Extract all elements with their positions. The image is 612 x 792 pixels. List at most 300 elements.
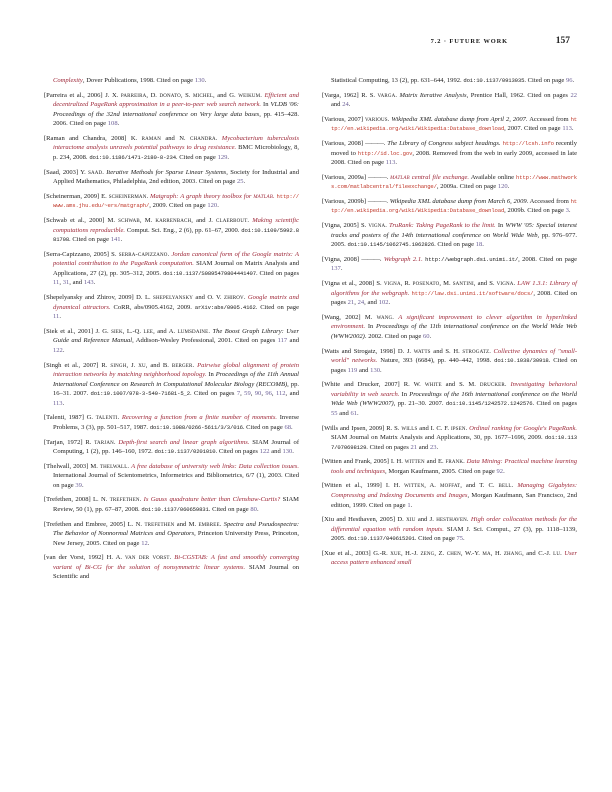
entry-text: .	[572, 77, 575, 84]
entry-text: , and B.	[145, 361, 172, 369]
page-reference[interactable]: 108	[107, 120, 118, 128]
entry-text: .	[379, 255, 384, 263]
entry-text: [Witten and Frank, 2005]	[322, 458, 391, 466]
author-name: moffat	[439, 482, 461, 490]
entry-text: . Cited on pages	[215, 448, 260, 456]
author-name: lumsdaine	[177, 327, 209, 335]
entry-text: , M.	[439, 280, 453, 288]
entry-text: , Z.	[434, 549, 447, 557]
entry-text: Statistical Computing, 13 (2), pp. 631–644, 1992.	[331, 77, 464, 84]
entry-text: Y.	[80, 168, 89, 176]
page-reference[interactable]: 120	[497, 183, 508, 191]
doi-identifier[interactable]: doi:10.1038/30918	[494, 357, 549, 365]
entry-text: , Dover Publications, 1998. Cited on page	[82, 77, 195, 84]
entry-text: , pp. 16–31. 2007.	[53, 380, 299, 398]
entry-text: R. S.	[386, 424, 402, 432]
running-head	[42, 36, 570, 50]
entry-text: SIAM Journal on Matrix Analysis and Applications, 30, pp. 1677–1696, 2009.	[331, 434, 545, 442]
page-reference[interactable]: 3	[565, 207, 569, 215]
entry-text: Available online	[469, 173, 517, 181]
entry-text: [Various, 2009b]	[322, 197, 368, 205]
entry-text: .	[511, 482, 518, 490]
author-name: drucker	[479, 381, 505, 389]
entry-text: Inverse Problems, 3 (3), pp. 501–517, 1987.	[53, 414, 300, 431]
entry-title: Matgraph: A graph theory toolbox for	[150, 192, 254, 200]
author-name: ma	[482, 549, 491, 557]
bibliography-entry	[322, 173, 577, 192]
page-reference[interactable]: 31	[62, 279, 70, 287]
page-reference[interactable]: 24	[357, 299, 365, 307]
bibliography-entry	[44, 293, 299, 322]
entry-text: , 2008. Cited on page	[518, 255, 578, 263]
entry-text: In	[399, 390, 410, 398]
author-name: ipsen	[450, 424, 466, 432]
entry-text: S.	[111, 250, 119, 258]
page-reference[interactable]: 25	[237, 178, 244, 186]
author-name: siek	[111, 327, 123, 335]
entry-text: .	[117, 414, 122, 422]
entry-text: .	[102, 168, 107, 176]
doi-identifier[interactable]: doi:10.1137/070698129	[331, 434, 577, 451]
entry-text: , Addison-Wesley Professional, 2001. Cited on pages	[132, 337, 278, 345]
page-reference[interactable]: 122	[259, 448, 270, 456]
entry-text: ,	[250, 390, 255, 398]
url-link[interactable]: http://en.wikipedia.org/wiki/Wikipedia:Database_download	[331, 115, 578, 133]
author-name: white	[424, 381, 442, 389]
entry-text: and J.	[415, 516, 437, 524]
entry-text: , and S.	[473, 280, 497, 288]
author-name: zeng	[420, 549, 435, 557]
page-reference[interactable]: 60	[422, 332, 430, 340]
author-name: donato	[159, 91, 181, 99]
page-reference[interactable]: 39	[75, 481, 82, 489]
entry-title: Bi-CGSTAB: A fast and smoothly converging variant of Bi-CG for the solution of nonsymmetric linear systems.	[53, 554, 299, 571]
doi-identifier[interactable]: doi:10.1137/040615201	[347, 535, 415, 543]
bibliography-entry	[322, 139, 577, 168]
entry-text: and N.	[160, 134, 190, 142]
entry-text: , and C.-J.	[522, 549, 554, 557]
bibliography-entry	[322, 313, 577, 342]
entry-text: [Vigna, 2005]	[322, 222, 361, 230]
entry-text: .	[463, 458, 467, 466]
entry-text: and	[331, 101, 343, 109]
entry-text: , Morgan Kaufmann, 2005. Cited on page	[385, 467, 497, 475]
doi-identifier[interactable]: http://webgraph.dsi.unimi.it/	[425, 255, 519, 263]
entry-text: . Cited on pages	[189, 390, 237, 398]
entry-title: A significant improvement to clever algorithm in hyperlinked environment.	[331, 313, 577, 331]
entry-text: and	[269, 448, 283, 456]
entry-text: ,	[59, 279, 63, 287]
doi-identifier[interactable]: doi:10.1145/1062745.1062826	[347, 241, 435, 249]
url-link[interactable]: http://www.ams.jhu.edu/~ers/matgraph/	[53, 192, 299, 210]
publication-name: Matrix Iterative Analysis	[399, 91, 467, 99]
entry-text: , and J.	[191, 217, 217, 225]
entry-text: .	[204, 77, 207, 84]
entry-text: , L.-Q.	[122, 327, 144, 335]
entry-text: , and G.	[213, 91, 239, 99]
entry-text: [Tarjan, 1972]	[44, 438, 86, 446]
page-reference[interactable]: 130	[370, 366, 380, 374]
author-name: schwab	[118, 217, 140, 225]
page-reference[interactable]: 21	[410, 443, 418, 451]
entry-text: . 2002. Cited on page	[364, 332, 423, 340]
entry-text: Accessed from	[528, 197, 571, 205]
entry-text: ,	[240, 390, 245, 398]
entry-text: .	[127, 462, 132, 470]
author-name: scheinerman	[108, 192, 147, 200]
entry-text: and	[357, 366, 371, 374]
entry-text: , 2008. Cited on pages	[331, 289, 577, 307]
entry-text: and O. V.	[192, 294, 225, 302]
author-name: xiu	[406, 516, 416, 524]
bibliography-entry	[44, 361, 299, 409]
entry-text: [Singh et al., 2007]	[44, 361, 102, 369]
entry-text: In	[365, 323, 377, 331]
entry-title-smallcaps: matlab	[390, 173, 410, 181]
entry-text: .	[256, 506, 259, 513]
author-name: frank	[445, 458, 464, 466]
page-reference[interactable]: 68	[284, 423, 292, 431]
entry-text: SIAM Journal on Scientific and	[53, 563, 300, 581]
entry-title: central file exchange.	[409, 173, 470, 181]
entry-text: . Cited on pages	[532, 400, 577, 408]
entry-text: .	[247, 217, 253, 225]
repeated-author-dash: ———	[367, 197, 387, 205]
entry-text: .	[292, 448, 294, 456]
entry-text: , S.	[180, 91, 193, 99]
page-reference[interactable]: 141	[110, 236, 121, 244]
entry-title: TruRank: Taking PageRank to the limit.	[389, 222, 496, 230]
bibliography-entry	[44, 553, 299, 582]
author-name: thelwall	[99, 462, 128, 470]
entry-text: .	[429, 332, 432, 340]
bibliography-entry	[322, 255, 577, 274]
author-name: varga	[377, 91, 396, 99]
entry-title: Collective dynamics of "small-world" networks.	[331, 347, 578, 365]
entry-text: , A.	[424, 482, 440, 490]
author-name: van der vorst	[125, 554, 170, 562]
author-name: singh	[110, 361, 127, 369]
entry-text: , M.	[139, 217, 156, 225]
author-name: chandra	[189, 134, 216, 142]
entry-text: .	[395, 91, 400, 99]
entry-text: In	[206, 371, 216, 379]
entry-text: . Cited on page	[242, 423, 285, 431]
entry-text: [Siek et al., 2001]	[44, 327, 96, 335]
entry-text: .	[139, 496, 144, 504]
entry-text: E.	[101, 192, 109, 200]
publication-name: Proceedings of the 11th Annual International Conference on Research in Computational Molecular Biology (RECOMB)	[53, 371, 299, 388]
entry-text: M.	[107, 217, 119, 225]
page-reference[interactable]: 1	[407, 501, 411, 509]
entry-text: .	[62, 346, 65, 354]
entry-title: Making scientific computations reproducible.	[53, 217, 299, 234]
bibliography-entry	[322, 457, 577, 476]
author-name: tarjan	[94, 438, 114, 446]
page-reference[interactable]: 130	[282, 448, 293, 456]
entry-text: I. H.	[390, 458, 405, 466]
entry-title: .	[272, 192, 275, 200]
bibliography-entry	[322, 91, 577, 110]
entry-text: .	[513, 280, 518, 288]
entry-text: [Saad, 2003]	[44, 168, 81, 176]
entry-text: .	[489, 347, 494, 355]
entry-text: L. N.	[127, 520, 145, 528]
page-reference[interactable]: 96	[265, 390, 272, 398]
bibliography-entry	[44, 91, 299, 129]
page-reference[interactable]: 90	[254, 390, 262, 398]
doi-identifier[interactable]: doi:10.1137/060659831	[141, 506, 209, 513]
page-reference[interactable]: 18	[475, 241, 483, 249]
author-name: raman	[141, 134, 161, 142]
entry-text: .	[227, 154, 230, 162]
author-name: shepelyansky	[153, 294, 193, 302]
author-name: claerbout	[216, 217, 248, 225]
url-link[interactable]: http://en.wikipedia.org/wiki/Wikipedia:Database_download	[331, 197, 577, 215]
entry-text: .	[463, 535, 465, 543]
entry-text: [Parreira et al., 2006]	[44, 91, 106, 99]
entry-text: .	[503, 467, 505, 475]
entry-text: .	[219, 520, 224, 528]
entry-text: J. X.	[105, 91, 121, 99]
page-reference[interactable]: 75	[456, 535, 464, 543]
entry-text: , Princeton University Press, Princeton, New Jersey, 2005. Cited on page	[53, 530, 299, 547]
entry-title: Jordan canonical form of the Google matrix: A potential contribution to the PageRank computation.	[53, 250, 300, 268]
entry-text: .	[357, 409, 359, 417]
entry-text: , 2008. Removed from the web in early 2009, accessed in late 2008. Cited on page	[331, 149, 577, 167]
doi-identifier[interactable]: doi:10.1145/1242572.1242576	[445, 400, 533, 408]
bibliography-entry	[322, 347, 577, 376]
publication-name: Wikipedia XML database dump from April 2, 2007.	[391, 115, 528, 123]
publication-name: WWW '05: Special interest tracks and posters of the 14th international conference on World Wide Web	[331, 222, 578, 239]
page-reference[interactable]: 11	[53, 279, 60, 287]
page-reference[interactable]: 113	[53, 399, 63, 407]
running-head-section: 7.2 · FUTURE WORK	[430, 38, 508, 45]
entry-text: , pp. 21–30. 2007.	[393, 400, 446, 408]
doi-identifier[interactable]: doi:10.1088/0266-5611/3/3/016	[149, 423, 243, 431]
bibliography-entry	[322, 380, 577, 418]
doi-identifier[interactable]: doi:10.1137/0201010	[154, 448, 216, 456]
entry-text: .	[208, 327, 213, 335]
entry-text: [Xiu and Hesthaven, 2005]	[322, 516, 398, 524]
entry-text: H. A.	[106, 554, 126, 562]
entry-text: K.	[130, 134, 142, 142]
page-reference[interactable]: 137	[331, 265, 341, 273]
entry-text: , and	[69, 279, 84, 287]
entry-text: and S. M.	[441, 381, 480, 389]
repeated-author-dash: ———	[365, 140, 384, 148]
page-reference[interactable]: 122	[53, 346, 63, 354]
entry-text: R.	[101, 361, 111, 369]
url-link[interactable]: http://lcsh.info	[502, 140, 554, 148]
entry-text: and M.	[174, 520, 199, 528]
page-reference[interactable]: 55	[331, 409, 338, 417]
entry-text: [van der Vorst, 1992]	[44, 554, 107, 562]
entry-text: . Cited on page	[434, 241, 476, 249]
entry-title: Data Mining: Practical machine learning tools and techniques	[331, 458, 578, 475]
entry-text: [Trefethen and Embree, 2005]	[44, 520, 128, 528]
entry-text: and I. C. F.	[417, 424, 451, 432]
doi-identifier[interactable]: doi:10.1137/S0895479804441407	[162, 269, 256, 277]
entry-title: High order collocation methods for the differential equation with random inputs.	[331, 516, 577, 533]
entry-text: . Cited on page	[524, 77, 566, 84]
entry-text: , pp. 415–428. 2006. Cited on page	[53, 110, 299, 128]
doi-identifier[interactable]: doi:10.1137/0913035	[463, 77, 525, 84]
page-reference[interactable]: 113	[385, 159, 396, 167]
page-reference[interactable]: 113	[562, 125, 572, 133]
page-reference[interactable]: 117	[277, 337, 288, 345]
page-reference[interactable]: 22	[570, 91, 577, 99]
entry-text: . Cited on pages	[331, 357, 578, 374]
doi-identifier[interactable]: doi:10.1186/1471-2180-8-234	[89, 154, 176, 162]
bibliography-entry	[44, 520, 299, 549]
page-reference[interactable]: 61	[350, 409, 358, 417]
publication-name: The Library of Congress subject headings.	[387, 140, 501, 148]
entry-text: , pp. 976–977. 2005.	[331, 231, 577, 249]
entry-text: [Wang, 2002]	[322, 313, 365, 321]
bibliography-entry	[44, 250, 299, 288]
entry-text: . Cited on page	[255, 303, 299, 311]
entry-text: [Wills and Ipsen, 2009]	[322, 424, 387, 432]
author-name: witten	[404, 482, 425, 490]
entry-text: , and A.	[153, 327, 178, 335]
entry-text: [Varga, 1962]	[322, 91, 362, 99]
entry-text: R. W.	[403, 381, 425, 389]
entry-text: .	[243, 294, 248, 302]
entry-text: ,	[354, 299, 358, 307]
author-name: trefethen	[109, 496, 140, 504]
entry-text: and E.	[424, 458, 446, 466]
entry-text: .	[392, 313, 399, 321]
page-reference[interactable]: 23	[430, 443, 437, 451]
publication-name: Proceedings of the 11th international conference on the World Wide Web (WWW2002)	[331, 323, 577, 340]
entry-text: In	[495, 222, 506, 230]
doi-identifier[interactable]: doi:10.1007/978-3-540-71681-5_2	[90, 390, 190, 398]
entry-text: M.	[364, 313, 377, 321]
author-name: vigna	[496, 280, 514, 288]
page-reference[interactable]: 130	[194, 77, 205, 84]
entry-text: Nature, 393 (6684), pp. 440–442, 1998.	[377, 357, 495, 365]
page-number: 157	[555, 36, 570, 46]
page-reference[interactable]: 80	[250, 506, 257, 513]
entry-text: .	[147, 539, 150, 547]
doi-identifier[interactable]: arXiv:abs/0905.4162	[194, 303, 256, 311]
author-name: watts	[413, 347, 431, 355]
entry-text: , 2009b. Cited on page	[504, 207, 566, 215]
url-link[interactable]: http://www.mathworks.com/matlabcentral/fileexchange/	[331, 173, 577, 191]
page-reference[interactable]: 92	[496, 467, 504, 475]
author-name: embree	[198, 520, 220, 528]
author-name: lee	[143, 327, 154, 335]
page-reference[interactable]: 7	[236, 390, 241, 398]
url-link[interactable]: http://id.loc.gov	[357, 149, 413, 157]
entry-text: , D.	[146, 91, 160, 99]
entry-text: [Watts and Strogatz, 1998]	[322, 347, 398, 355]
entry-text: , 2009a. Cited on page	[436, 183, 498, 191]
entry-text: ,	[271, 390, 276, 398]
page-reference[interactable]: 12	[141, 539, 148, 547]
author-name: talenti	[95, 414, 118, 422]
author-name: various	[365, 115, 388, 123]
page-reference[interactable]: 119	[347, 366, 358, 374]
bibliography-entry	[322, 549, 577, 568]
entry-text: .	[81, 481, 84, 489]
entry-title: Mycobacterium tuberculosis interactome analysis unravels potential pathways to drug resistance.	[53, 134, 300, 152]
entry-text: and	[287, 337, 299, 345]
bibliography-entry	[44, 216, 299, 245]
entry-text: .	[113, 438, 119, 446]
author-name: zhang	[503, 549, 523, 557]
entry-text: [Schwab et al., 2000]	[44, 217, 108, 225]
entry-text: D.	[397, 516, 407, 524]
entry-text: [Talenti, 1987]	[44, 414, 87, 422]
entry-text: .	[410, 501, 413, 509]
entry-text: [Serra-Capizzano, 2005]	[44, 250, 112, 258]
bibliography-entry	[44, 76, 299, 86]
entry-text: .	[571, 125, 574, 133]
page-reference[interactable]: 21	[347, 299, 355, 307]
page-reference[interactable]: 129	[217, 154, 228, 162]
page-reference[interactable]: 102	[378, 299, 389, 307]
page-reference[interactable]: 120	[207, 202, 218, 210]
entry-text: . Cited on page	[69, 236, 111, 244]
entry-text: .	[386, 197, 390, 205]
entry-title: Depth-first search and linear graph algorithms.	[118, 438, 250, 446]
author-name: trefethen	[144, 520, 175, 528]
publication-name: Spectra and Pseudospectra: The Behavior of Nonnormal Matrices and Operators	[53, 520, 300, 538]
page-reference[interactable]: 143	[83, 279, 94, 287]
bibliography-entry	[322, 115, 577, 134]
page-reference[interactable]: 112	[275, 390, 286, 398]
author-name: saad	[88, 168, 103, 176]
entry-text: and	[337, 409, 351, 417]
entry-text: .	[146, 192, 151, 200]
bibliography-column-left	[44, 76, 299, 736]
entry-text: R.	[85, 438, 95, 446]
bibliography-entry	[322, 515, 577, 544]
author-name: berger	[171, 361, 193, 369]
entry-text: D. L.	[136, 294, 154, 302]
entry-text: .	[465, 424, 470, 432]
author-name: strogatz	[462, 347, 490, 355]
author-name: hesthaven	[436, 516, 467, 524]
page-reference[interactable]: 24	[342, 101, 349, 109]
entry-text: . Cited on pages	[366, 443, 411, 451]
entry-title: Is Gauss quadrature better than Clenshaw-Curtis?	[143, 496, 281, 504]
page-reference[interactable]: 11	[53, 313, 60, 321]
page-reference[interactable]: 59	[244, 390, 251, 398]
entry-text: ,	[261, 390, 266, 398]
page-reference[interactable]: 96	[566, 77, 573, 84]
entry-text: SIAM Review, 50 (1), pp. 67–87, 2008.	[53, 496, 299, 513]
entry-text: International Journal of Scientometrics, Informetrics and Bibliometrics, 6/7 (1), 2003. Cited on page	[53, 472, 299, 489]
author-name: xu	[138, 361, 146, 369]
entry-text: CoRR, abs/0905.4162, 2009.	[110, 303, 195, 311]
url-link[interactable]: http://law.dsi.unimi.it/software/docs/	[411, 289, 534, 297]
entry-text: and S. H.	[430, 347, 463, 355]
entry-text: , and	[285, 390, 300, 398]
bibliography-entry	[322, 76, 577, 86]
entry-text: .	[340, 265, 343, 273]
bibliography-entry	[44, 168, 299, 187]
entry-title-smallcaps: matlab	[253, 192, 273, 200]
entry-text: [Trefethen, 2008]	[44, 496, 93, 504]
entry-title: Managing Gigabytes: Compressing and Indexing Documents and Images	[331, 482, 578, 499]
entry-text: I. H.	[385, 482, 405, 490]
entry-text: .	[117, 120, 120, 128]
doi-identifier[interactable]: doi:10.1109/5992.881708	[53, 226, 299, 244]
entry-text: In	[261, 101, 271, 109]
